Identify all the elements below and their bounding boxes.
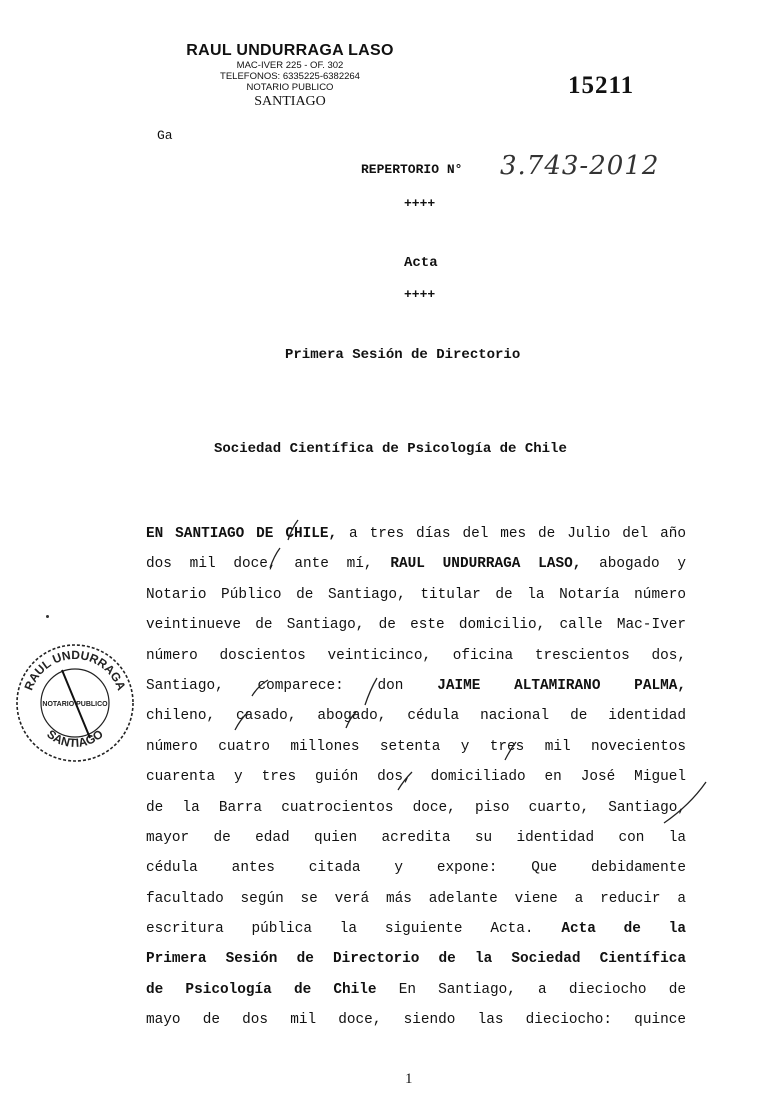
notary-city: SANTIAGO	[254, 94, 326, 109]
body-line-2: dos mil doce, ante mí, RAUL UNDURRAGA LASO, abogado y	[146, 556, 687, 573]
body-line-13: facultado según se verá más adelante viene a reducir a	[146, 890, 686, 907]
body-line-17: mayo de dos mil doce, siendo las dieciocho: quince	[146, 1012, 686, 1029]
typist-initials: Ga	[157, 128, 173, 143]
check-mark-icon	[365, 678, 377, 705]
separator-top: ++++	[404, 196, 436, 211]
notary-title: NOTARIO PUBLICO	[246, 82, 334, 93]
check-mark-icon	[664, 782, 706, 823]
heading-acta: Acta	[404, 255, 438, 271]
body-line-9: cuarenta y tres guión dos, domiciliado en José Miguel	[146, 769, 686, 786]
body-line-15: Primera Sesión de Directorio de la Sociedad Científica	[146, 951, 686, 968]
seal-bottom-text: SANTIAGO	[44, 726, 106, 751]
body-line-5: número doscientos veinticinco, oficina trescientos dos,	[146, 647, 686, 664]
seal-middle-text: NOTARIO PUBLICO	[42, 701, 108, 708]
body-line-4: veintinueve de Santiago, de este domicilio, calle Mac-Iver	[146, 617, 686, 634]
body-line-6: Santiago, comparece: don JAIME ALTAMIRANO PALMA,	[146, 677, 686, 694]
page-number: 1	[405, 1071, 413, 1087]
document-number: 15211	[568, 72, 635, 99]
check-mark-icon	[252, 680, 268, 696]
repertorio-label: REPERTORIO N°	[361, 162, 463, 177]
body-line-1: EN SANTIAGO DE CHILE, a tres días del mes de Julio del año	[146, 526, 686, 542]
body-line-3: Notario Público de Santiago, titular de la Notaría número	[146, 586, 686, 603]
seal-top-text: RAUL UNDURRAGA	[21, 647, 129, 693]
body-line-11: mayor de edad quien acredita su identidad con la	[146, 829, 686, 846]
body-line-16: de Psicología de Chile En Santiago, a dieciocho de	[146, 981, 686, 998]
check-mark-icon	[235, 712, 248, 730]
body-line-7: chileno, casado, abogado, cédula nacional de identidad	[146, 708, 686, 725]
heading-session: Primera Sesión de Directorio	[285, 347, 521, 363]
body-line-10: de la Barra cuatrocientos doce, piso cuarto, Santiago,	[146, 799, 686, 816]
check-mark-icon	[505, 742, 516, 760]
check-mark-icon	[270, 548, 280, 568]
check-mark-icon	[398, 772, 412, 790]
check-mark-icon	[288, 520, 298, 540]
check-mark-icon	[346, 712, 356, 728]
body-line-8: número cuatro millones setenta y tres mil novecientos	[146, 738, 686, 755]
heading-society: Sociedad Científica de Psicología de Chile	[214, 441, 567, 457]
notary-name: RAUL UNDURRAGA LASO	[186, 42, 394, 59]
body-line-14: escritura pública la siguiente Acta. Acta de la	[146, 921, 687, 938]
notary-phones: TELEFONOS: 6335225-6382264	[220, 71, 360, 82]
repertorio-handwritten-number: 3.743-2012	[500, 151, 660, 181]
body-line-12: cédula antes citada y expone: Que debidamente	[146, 860, 686, 877]
separator-bottom: ++++	[404, 287, 436, 302]
notary-address: MAC-IVER 225 - OF. 302	[236, 60, 344, 71]
